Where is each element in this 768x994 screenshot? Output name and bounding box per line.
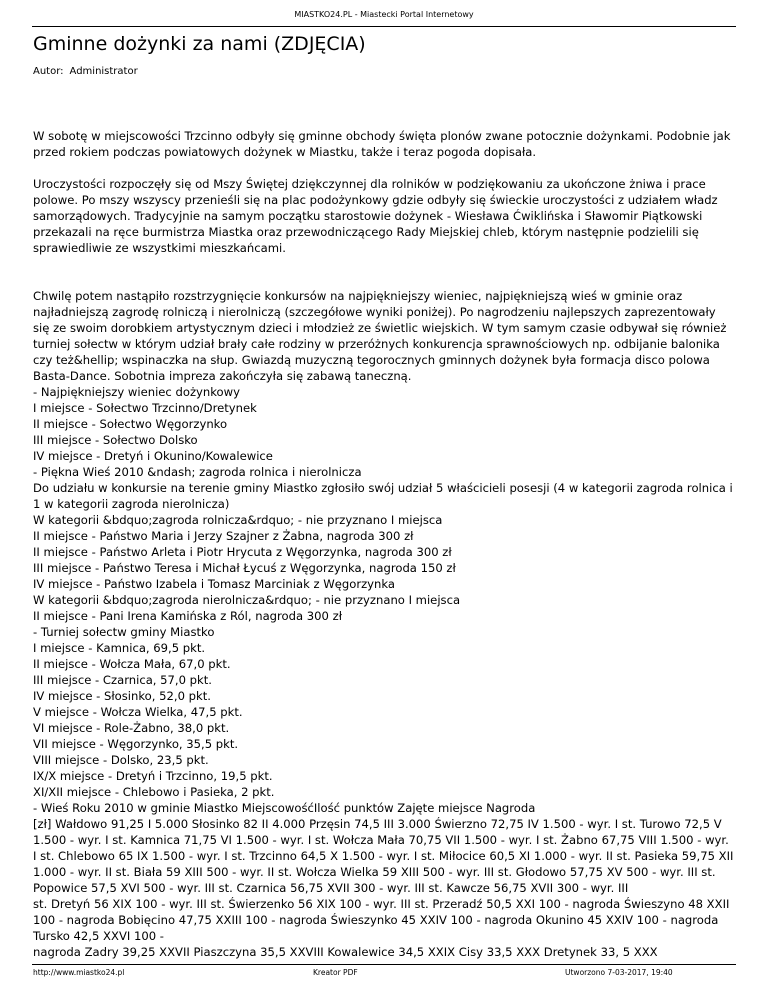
results-line: IV miejsce - Dretyń i Okunino/Kowalewice <box>33 449 273 463</box>
results-line: - Turniej sołectw gminy Miastko <box>33 625 215 639</box>
results-line: V miejsce - Wołcza Wielka, 47,5 pkt. <box>33 705 243 719</box>
results-line: IV miejsce - Słosinko, 52,0 pkt. <box>33 689 211 703</box>
results-line: st. Dretyń 56 XIX 100 - wyr. III st. Świerzenko 56 XIX 100 - wyr. III st. Przeradź 50,5 XXI 100 - nagroda Świeszyno 48 XXII 100 - nagroda Bobięcino 47,75 XXIII 100 - nagroda Świeszynko 45 XXIV 100 - nagroda Okunino 45 XXIV 100 - nagroda Tursko 42,5 XXVI 100 - <box>33 897 730 943</box>
results-line: II miejsce - Sołectwo Węgorzynko <box>33 417 228 431</box>
results-line: XI/XII miejsce - Chlebowo i Pasieka, 2 pkt. <box>33 785 275 799</box>
results-line: - Wieś Roku 2010 w gminie Miastko MiejscowośćIlość punktów Zajęte miejsce Nagroda <box>33 801 536 815</box>
header-divider <box>32 26 736 27</box>
article-title: Gminne dożynki za nami (ZDJĘCIA) <box>33 33 366 55</box>
results-line: IX/X miejsce - Dretyń i Trzcinno, 19,5 pkt. <box>33 769 273 783</box>
author-name: Administrator <box>69 66 138 77</box>
results-line: IV miejsce - Państwo Izabela i Tomasz Marciniak z Węgorzynka <box>33 577 395 591</box>
paragraph-intro: W sobotę w miejscowości Trzcinno odbyły się gminne obchody święta plonów zwane potocznie dożynkami. Podobnie jak przed rokiem podczas powiatowych dożynek w Miastku, także i teraz pogoda dopisała. <box>33 129 731 159</box>
results-line: II miejsce - Państwo Maria i Jerzy Szajner z Żabna, nagroda 300 zł <box>33 529 414 543</box>
results-line: II miejsce - Pani Irena Kamińska z Ról, nagroda 300 zł <box>33 609 342 623</box>
author-label: Autor: <box>33 66 64 77</box>
results-line: II miejsce - Wołcza Mała, 67,0 pkt. <box>33 657 231 671</box>
paragraph-ceremony: Uroczystości rozpoczęły się od Mszy Świętej dziękczynnej dla rolników w podziękowaniu za ukończone żniwa i prace polowe. Po mszy wszyscy przenieśli się na plac podożynkowy gdzie odbyły się świeckie uroczystości z udziałem władz samorządowych. Tradycyjnie na samym początku starostowie dożynek - Wiesława Ćwiklińska i Sławomir Piątkowski przekazali na ręce burmistrza Miastka oraz przewodniczącego Rady Miejskiej chleb, którym następnie podzielili się sprawiedliwie ze wszystkimi mieszkańcami. <box>33 177 718 255</box>
footer-url: http://www.miastko24.pl <box>33 968 125 977</box>
footer-generator: Kreator PDF <box>313 968 358 977</box>
results-line: I miejsce - Sołectwo Trzcinno/Dretynek <box>33 401 257 415</box>
results-line: VI miejsce - Role-Żabno, 38,0 pkt. <box>33 721 230 735</box>
results-line: III miejsce - Czarnica, 57,0 pkt. <box>33 673 212 687</box>
paragraph-results <box>33 288 735 960</box>
footer-divider <box>32 964 736 965</box>
author-line <box>33 66 138 77</box>
results-line: [zł] Wałdowo 91,25 I 5.000 Słosinko 82 II 4.000 Przęsin 74,5 III 3.000 Świerzno 72,75 IV 1.500 - wyr. I st. Turowo 72,5 V 1.500 - wyr. I st. Kamnica 71,75 VI 1.500 - wyr. I st. Wołcza Mała 70,75 VII 1.500 - wyr. I st. Żabno 67,75 VIII 1.500 - wyr. I st. Chlebowo 65 IX 1.500 - wyr. I st. Trzcinno 64,5 X 1.500 - wyr. I st. Miłocice 60,5 XI 1.000 - wyr. II st. Pasieka 59,75 XII 1.000 - wyr. II st. Biała 59 XIII 500 - wyr. II st. Wołcza Wielka 59 XIII 500 - wyr. III st. Głodowo 57,75 XV 500 - wyr. III st. Popowice 57,5 XVI 500 - wyr. III st. Czarnica 56,75 XVII 300 - wyr. III st. Kawcze 56,75 XVII 300 - wyr. III <box>33 817 734 895</box>
results-line: III miejsce - Sołectwo Dolsko <box>33 433 198 447</box>
results-line: II miejsce - Państwo Arleta i Piotr Hrycuta z Węgorzynka, nagroda 300 zł <box>33 545 452 559</box>
results-line: W kategorii &bdquo;zagroda nierolnicza&rdquo; - nie przyznano I miejsca <box>33 593 461 607</box>
results-line: - Najpiękniejszy wieniec dożynkowy <box>33 385 240 399</box>
results-list <box>33 384 735 960</box>
results-line: I miejsce - Kamnica, 69,5 pkt. <box>33 641 206 655</box>
results-summary: Chwilę potem nastąpiło rozstrzygnięcie konkursów na najpiękniejszy wieniec, najpiękniejszą wieś w gminie oraz najładniejszą zagrodę rolniczą i nierolniczą (szczegółowe wyniki poniżej). Po nagrodzeniu najlepszych zaprezentowały się ze swoim dorobkiem artystycznym dzieci i młodzież ze świetlic wiejskich. W tym samym czasie odbywał się również turniej sołectw w którym udział brały całe rodziny w przeróżnych konkurencja sprawnościowych np. odbijanie balonika czy też&hellip; wspinaczka na słup. Gwiazdą muzyczną tegorocznych gminnych dożynek była formacja disco polowa Basta-Dance. Sobotnia impreza zakończyła się zabawą taneczną. <box>33 289 727 383</box>
results-line: - Piękna Wieś 2010 &ndash; zagroda rolnica i nierolnicza <box>33 465 362 479</box>
footer-created: Utworzono 7-03-2017, 19:40 <box>565 968 673 977</box>
results-line: W kategorii &bdquo;zagroda rolnicza&rdquo; - nie przyznano I miejsca <box>33 513 443 527</box>
results-line: nagroda Zadry 39,25 XXVII Piaszczyna 35,5 XXVIII Kowalewice 34,5 XXIX Cisy 33,5 XXX Dretynek 33, 5 XXX <box>33 945 658 959</box>
results-line: III miejsce - Państwo Teresa i Michał Łycuś z Węgorzynka, nagroda 150 zł <box>33 561 456 575</box>
results-line: VIII miejsce - Dolsko, 23,5 pkt. <box>33 753 209 767</box>
site-header: MIASTKO24.PL - Miastecki Portal Internetowy <box>294 10 474 19</box>
article-body <box>33 128 735 960</box>
results-line: VII miejsce - Węgorzynko, 35,5 pkt. <box>33 737 239 751</box>
results-line: Do udziału w konkursie na terenie gminy Miastko zgłosiło swój udział 5 właścicieli posesji (4 w kategorii zagroda rolnica i 1 w kategorii zagroda nierolnicza) <box>33 481 733 511</box>
